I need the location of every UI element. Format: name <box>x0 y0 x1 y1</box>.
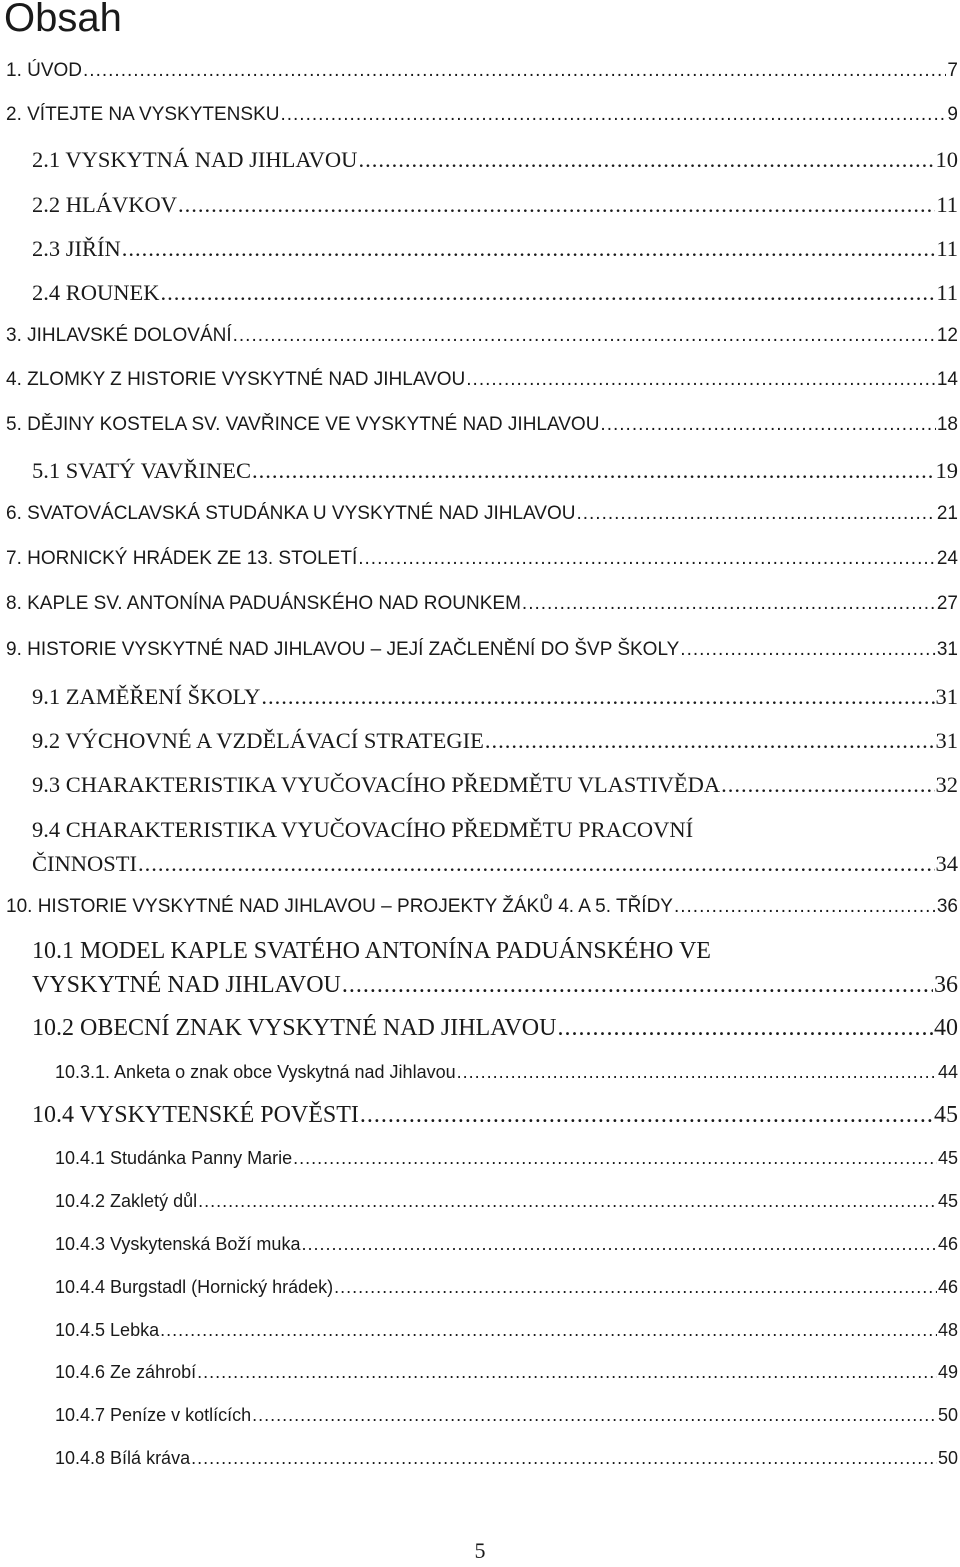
toc-entry-title: 5.1 SVATÝ VAVŘINEC <box>32 458 252 483</box>
toc-entry-page: 32 <box>935 772 958 797</box>
toc-entry-page: 19 <box>935 458 958 483</box>
toc-leader-dots <box>178 192 935 218</box>
toc-entry-page: 44 <box>937 1062 958 1082</box>
toc-entry[interactable] <box>0 817 960 887</box>
toc-entry-page: 45 <box>937 1191 958 1211</box>
toc-leader-dots <box>280 104 946 126</box>
toc-leader-dots <box>252 1405 937 1426</box>
toc-entry[interactable] <box>55 1277 960 1298</box>
toc-leader-dots <box>293 1148 937 1169</box>
toc-entry-title: 2.2 HLÁVKOV <box>32 192 177 217</box>
toc-entry-page: 31 <box>935 728 958 753</box>
toc-entry[interactable] <box>6 548 960 570</box>
toc-leader-dots <box>680 639 936 661</box>
toc-entry-page: 46 <box>937 1234 958 1254</box>
toc-entry-line2 <box>32 851 960 877</box>
toc-leader-dots <box>358 147 934 173</box>
toc-entry-title: 9.1 ZAMĚŘENÍ ŠKOLY <box>32 684 261 709</box>
toc-leader-dots <box>198 1191 937 1212</box>
toc-entry[interactable] <box>55 1362 960 1383</box>
toc-entry-title: 2.1 VYSKYTNÁ NAD JIHLAVOU <box>32 147 358 172</box>
toc-entry[interactable] <box>32 236 960 262</box>
toc-entry[interactable] <box>6 414 960 436</box>
toc-entry-page: 11 <box>936 236 958 261</box>
toc-entry-page: 50 <box>937 1405 958 1425</box>
toc-entry-title: 9.2 VÝCHOVNÉ A VZDĚLÁVACÍ STRATEGIE <box>32 728 484 753</box>
toc-entry-title: 4. ZLOMKY Z HISTORIE VYSKYTNÉ NAD JIHLAVOU <box>6 369 466 390</box>
toc-entry-title: VYSKYTNÉ NAD JIHLAVOU <box>32 972 341 998</box>
toc-leader-dots <box>197 1362 937 1383</box>
toc-entry-page: 40 <box>934 1015 958 1041</box>
toc-entry-page: 12 <box>936 325 958 346</box>
toc-leader-dots <box>576 503 935 525</box>
toc-entry-page: 11 <box>936 280 958 305</box>
toc-entry-page: 36 <box>936 896 958 917</box>
toc-entry-title-line1: 10.1 MODEL KAPLE SVATÉHO ANTONÍNA PADUÁNSKÉHO VE <box>32 938 711 964</box>
toc-entry[interactable] <box>32 280 960 306</box>
toc-entry[interactable] <box>6 503 960 525</box>
toc-entry[interactable] <box>32 147 960 173</box>
toc-entry-title: 10.4 VYSKYTENSKÉ POVĚSTI <box>32 1102 359 1128</box>
toc-entry[interactable] <box>6 896 960 918</box>
toc-entry-page: 18 <box>936 414 958 435</box>
toc-entry[interactable] <box>32 1102 960 1129</box>
toc-entry-title: 10.4.7 Peníze v kotlících <box>55 1405 252 1425</box>
toc-leader-dots <box>522 593 936 615</box>
toc-leader-dots <box>557 1015 933 1042</box>
toc-entry-title: 3. JIHLAVSKÉ DOLOVÁNÍ <box>6 325 232 346</box>
toc-entry-title: 2.4 ROUNEK <box>32 280 160 305</box>
toc-leader-dots <box>122 236 936 262</box>
toc-leader-dots <box>334 1277 937 1298</box>
toc-entry-page: 7 <box>947 60 958 81</box>
toc-entry-title: 10.4.2 Zakletý důl <box>55 1191 198 1211</box>
toc-entry-title: 10. HISTORIE VYSKYTNÉ NAD JIHLAVOU – PROJEKTY ŽÁKŮ 4. A 5. TŘÍDY <box>6 896 673 917</box>
toc-entry-page: 31 <box>935 684 958 709</box>
toc-leader-dots <box>261 684 934 710</box>
toc-entry[interactable] <box>0 938 960 1008</box>
toc-entry-page: 24 <box>936 548 958 569</box>
toc-entry-page: 36 <box>934 972 958 998</box>
toc-entry-page: 45 <box>937 1148 958 1168</box>
toc-entry[interactable] <box>32 1015 960 1042</box>
toc-leader-dots <box>674 896 936 918</box>
toc-leader-dots <box>466 369 936 391</box>
toc-entry-title: 2. VÍTEJTE NA VYSKYTENSKU <box>6 104 280 125</box>
page-title: Obsah <box>4 0 122 40</box>
toc-leader-dots <box>83 60 946 82</box>
toc-leader-dots <box>600 414 935 436</box>
toc-entry[interactable] <box>55 1448 960 1469</box>
toc-entry-page: 14 <box>936 369 958 390</box>
toc-entry-title: 10.4.8 Bílá kráva <box>55 1448 191 1468</box>
toc-entry-page: 34 <box>935 851 958 876</box>
toc-entry[interactable] <box>55 1405 960 1426</box>
toc-entry-title: 8. KAPLE SV. ANTONÍNA PADUÁNSKÉHO NAD ROUNKEM <box>6 593 521 614</box>
toc-entry-title: 10.2 OBECNÍ ZNAK VYSKYTNÉ NAD JIHLAVOU <box>32 1015 557 1041</box>
toc-entry[interactable] <box>55 1234 960 1255</box>
toc-entry-page: 48 <box>937 1320 958 1340</box>
toc-leader-dots <box>485 728 935 754</box>
toc-entry[interactable] <box>32 684 960 710</box>
toc-entry-title: 10.4.3 Vyskytenská Boží muka <box>55 1234 301 1254</box>
toc-entry-page: 46 <box>937 1277 958 1297</box>
toc-entry-line2 <box>32 972 960 999</box>
toc-leader-dots <box>721 772 934 798</box>
toc-entry-page: 27 <box>936 593 958 614</box>
toc-entry[interactable] <box>55 1148 960 1169</box>
toc-entry[interactable] <box>6 104 960 126</box>
toc-entry[interactable] <box>6 325 960 347</box>
toc-leader-dots <box>191 1448 937 1469</box>
toc-entry-page: 21 <box>936 503 958 524</box>
toc-leader-dots <box>161 280 936 306</box>
toc-entry-title: 1. ÚVOD <box>6 60 83 81</box>
toc-entry[interactable] <box>32 458 960 484</box>
toc-entry-title: ČINNOSTI <box>32 851 137 876</box>
toc-entry[interactable] <box>32 728 960 754</box>
toc-leader-dots <box>233 325 936 347</box>
toc-entry-page: 45 <box>934 1102 958 1128</box>
toc-entry-title: 10.4.4 Burgstadl (Hornický hrádek) <box>55 1277 334 1297</box>
toc-leader-dots <box>358 548 936 570</box>
toc-entry-title: 10.4.5 Lebka <box>55 1320 160 1340</box>
toc-entry-title: 5. DĚJINY KOSTELA SV. VAVŘINCE VE VYSKYTNÉ NAD JIHLAVOU <box>6 414 600 435</box>
toc-entry[interactable] <box>55 1062 960 1083</box>
toc-entry-title: 6. SVATOVÁCLAVSKÁ STUDÁNKA U VYSKYTNÉ NAD JIHLAVOU <box>6 503 576 524</box>
toc-entry[interactable] <box>55 1191 960 1212</box>
toc-entry[interactable] <box>32 192 960 218</box>
toc-entry[interactable] <box>6 60 960 82</box>
toc-entry-title-line1: 9.4 CHARAKTERISTIKA VYUČOVACÍHO PŘEDMĚTU PRACOVNÍ <box>32 817 694 842</box>
toc-entry-title: 10.4.6 Ze záhrobí <box>55 1362 197 1382</box>
toc-entry-title: 7. HORNICKÝ HRÁDEK ZE 13. STOLETÍ <box>6 548 358 569</box>
toc-entry-page: 31 <box>936 639 958 660</box>
toc-entry-page: 11 <box>936 192 958 217</box>
toc-leader-dots <box>252 458 934 484</box>
toc-leader-dots <box>138 851 935 877</box>
toc-entry-title: 9. HISTORIE VYSKYTNÉ NAD JIHLAVOU – JEJÍ ZAČLENĚNÍ DO ŠVP ŠKOLY <box>6 639 680 660</box>
toc-entry[interactable] <box>6 639 960 661</box>
toc-entry-title: 10.3.1. Anketa o znak obce Vyskytná nad Jihlavou <box>55 1062 456 1082</box>
toc-entry[interactable] <box>6 369 960 391</box>
toc-leader-dots <box>342 972 933 999</box>
toc-entry-title: 10.4.1 Studánka Panny Marie <box>55 1148 293 1168</box>
toc-entry-page: 9 <box>947 104 958 125</box>
toc-leader-dots <box>360 1102 933 1129</box>
toc-entry-title: 9.3 CHARAKTERISTIKA VYUČOVACÍHO PŘEDMĚTU VLASTIVĚDA <box>32 772 721 797</box>
toc-entry[interactable] <box>32 772 960 798</box>
toc-entry[interactable] <box>6 593 960 615</box>
toc-leader-dots <box>457 1062 937 1083</box>
toc-entry[interactable] <box>55 1320 960 1341</box>
toc-entry-page: 50 <box>937 1448 958 1468</box>
toc-leader-dots <box>301 1234 937 1255</box>
page-number: 5 <box>474 1538 486 1563</box>
toc-entry-title: 2.3 JIŘÍN <box>32 236 121 261</box>
toc-leader-dots <box>160 1320 937 1341</box>
toc-entry-page: 10 <box>935 147 958 172</box>
toc-entry-page: 49 <box>937 1362 958 1382</box>
